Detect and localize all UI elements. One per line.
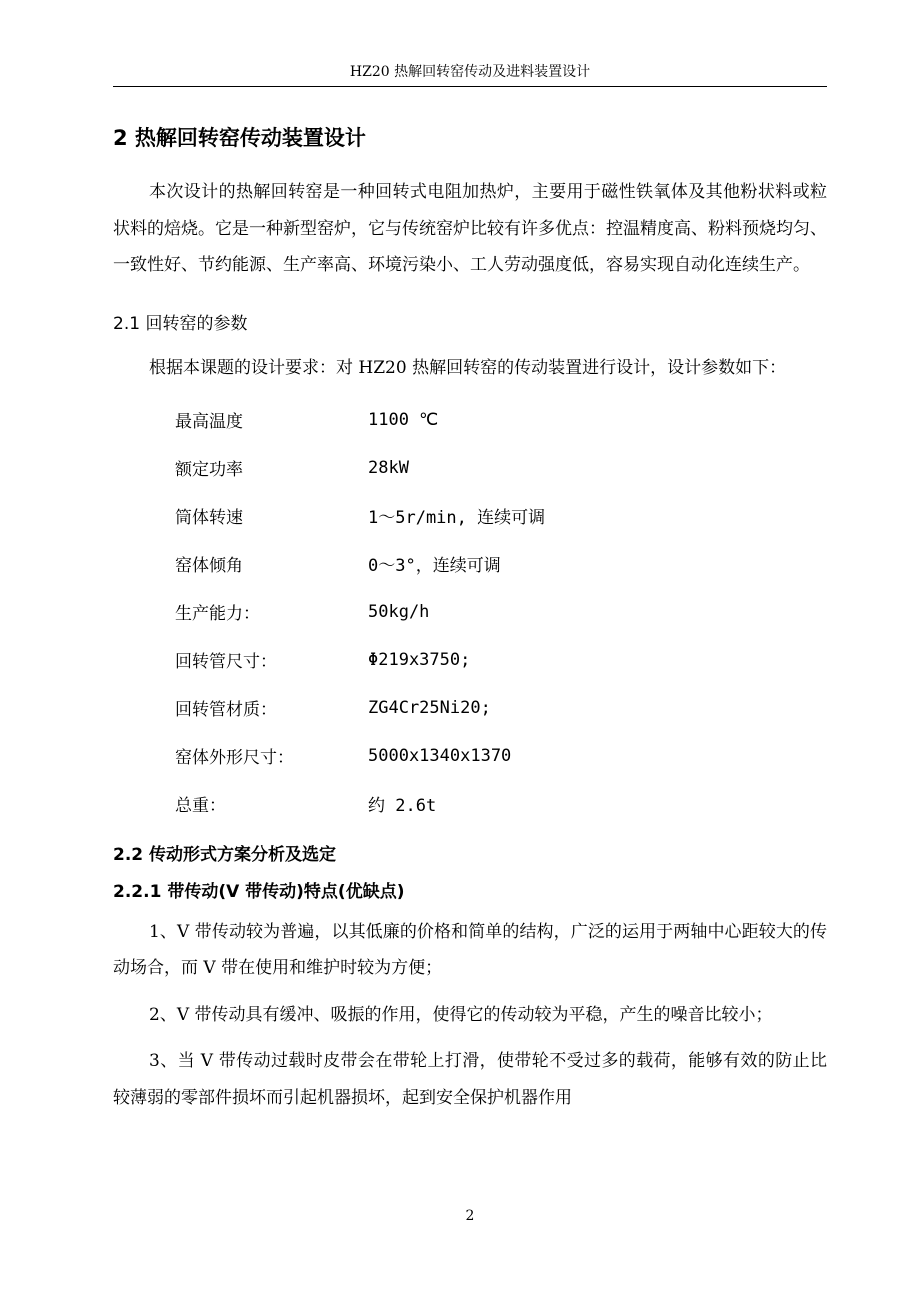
page-header: HZ20 热解回转窑传动及进料装置设计 bbox=[349, 64, 591, 80]
param-value: 50kg/h bbox=[368, 601, 430, 622]
param-label: 生产能力： bbox=[175, 604, 260, 624]
header-rule bbox=[113, 86, 827, 87]
param-label: 筒体转速 bbox=[175, 508, 243, 528]
param-label: 总重： bbox=[175, 796, 226, 816]
page-content bbox=[113, 118, 827, 1126]
table-row bbox=[175, 444, 545, 492]
parameters-table bbox=[175, 396, 545, 828]
param-value: 1～5r/min, 连续可调 bbox=[368, 508, 546, 528]
list-item: 1、V 带传动较为普遍，以其低廉的价格和简单的结构，广泛的运用于两轴中心距较大的传动场合，而 V 带在使用和维护时较为方便； bbox=[113, 921, 827, 978]
param-value: ZG4Cr25Ni20; bbox=[368, 697, 491, 718]
table-row bbox=[175, 492, 545, 540]
list-item: 2、V 带传动具有缓冲、吸振的作用，使得它的传动较为平稳，产生的噪音比较小； bbox=[149, 1004, 773, 1025]
table-row bbox=[175, 732, 545, 780]
param-value: Φ219x3750; bbox=[368, 649, 471, 670]
table-row bbox=[175, 396, 545, 444]
param-value: 0～3°，连续可调 bbox=[368, 556, 501, 576]
table-row bbox=[175, 684, 545, 732]
section-title-2-2-1: 2.2.1 带传动(V 带传动)特点(优缺点) bbox=[113, 881, 405, 902]
section-title-2-2: 2.2 传动形式方案分析及选定 bbox=[113, 844, 337, 865]
chapter-title: 2 热解回转窑传动装置设计 bbox=[113, 126, 366, 150]
parameters-intro: 根据本课题的设计要求：对 HZ20 热解回转窑的传动装置进行设计，设计参数如下： bbox=[149, 357, 787, 378]
param-value: 5000x1340x1370 bbox=[368, 745, 512, 766]
param-value: 1100 ℃ bbox=[368, 409, 439, 430]
param-label: 回转管材质： bbox=[175, 700, 277, 720]
param-label: 回转管尺寸： bbox=[175, 652, 277, 672]
table-row bbox=[175, 540, 545, 588]
param-label: 窑体倾角 bbox=[175, 556, 243, 576]
table-row bbox=[175, 780, 545, 828]
param-label: 窑体外形尺寸： bbox=[175, 748, 294, 768]
table-row bbox=[175, 636, 545, 684]
table-row bbox=[175, 588, 545, 636]
chapter-intro-paragraph: 本次设计的热解回转窑是一种回转式电阻加热炉，主要用于磁性铁氧体及其他粉状料或粒状料的焙烧。它是一种新型窑炉，它与传统窑炉比较有许多优点：控温精度高、粉料预烧均匀、一致性好、节约能源、生产率高、环境污染小、工人劳动强度低，容易实现自动化连续生产。 bbox=[113, 182, 827, 275]
param-value: 约 2.6t bbox=[368, 796, 437, 816]
param-value: 28kW bbox=[368, 457, 409, 478]
section-title-2-1: 2.1 回转窑的参数 bbox=[113, 313, 248, 334]
page-number: 2 bbox=[465, 1208, 475, 1224]
param-label: 额定功率 bbox=[175, 460, 243, 480]
param-label: 最高温度 bbox=[175, 412, 243, 432]
list-item: 3、当 V 带传动过载时皮带会在带轮上打滑，使带轮不受过多的载荷，能够有效的防止比较薄弱的零部件损坏而引起机器损坏，起到安全保护机器作用 bbox=[113, 1051, 827, 1108]
